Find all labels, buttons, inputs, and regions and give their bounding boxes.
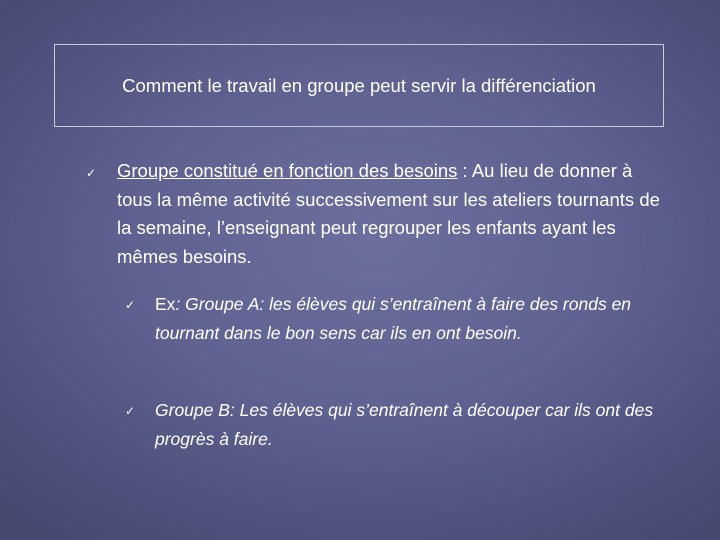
bullet-separator: : <box>457 160 472 181</box>
bullet-text: Au lieu de donner à tous la même activité successivement sur les ateliers tournants de la semaine, l’enseignant peut regrouper les enfants ayant les mêmes besoins. <box>117 160 660 267</box>
sub-bullet-item <box>155 396 665 453</box>
check-mark-icon: ✓ <box>125 298 136 312</box>
check-mark-icon: ✓ <box>125 404 136 418</box>
sub-bullet-prefix: Ex <box>155 294 176 314</box>
title-box <box>54 44 664 127</box>
bullet-heading: Groupe constitué en fonction des besoins <box>117 160 458 181</box>
sub-bullet-item <box>155 290 665 347</box>
bullet-item <box>117 157 662 271</box>
check-mark-icon: ✓ <box>86 166 97 180</box>
sub-bullet-text: : Les élèves qui s’entraînent à découper car ils ont des progrès à faire. <box>155 400 654 449</box>
sub-bullet-label: Groupe B <box>155 400 230 420</box>
slide-title: Comment le travail en groupe peut servir la différenciation <box>122 74 596 96</box>
sub-bullet-text: : les élèves qui s’entraînent à faire des ronds en tournant dans le bon sens car ils en ont besoin. <box>155 294 632 343</box>
sub-bullet-label: : Groupe A <box>175 294 260 314</box>
